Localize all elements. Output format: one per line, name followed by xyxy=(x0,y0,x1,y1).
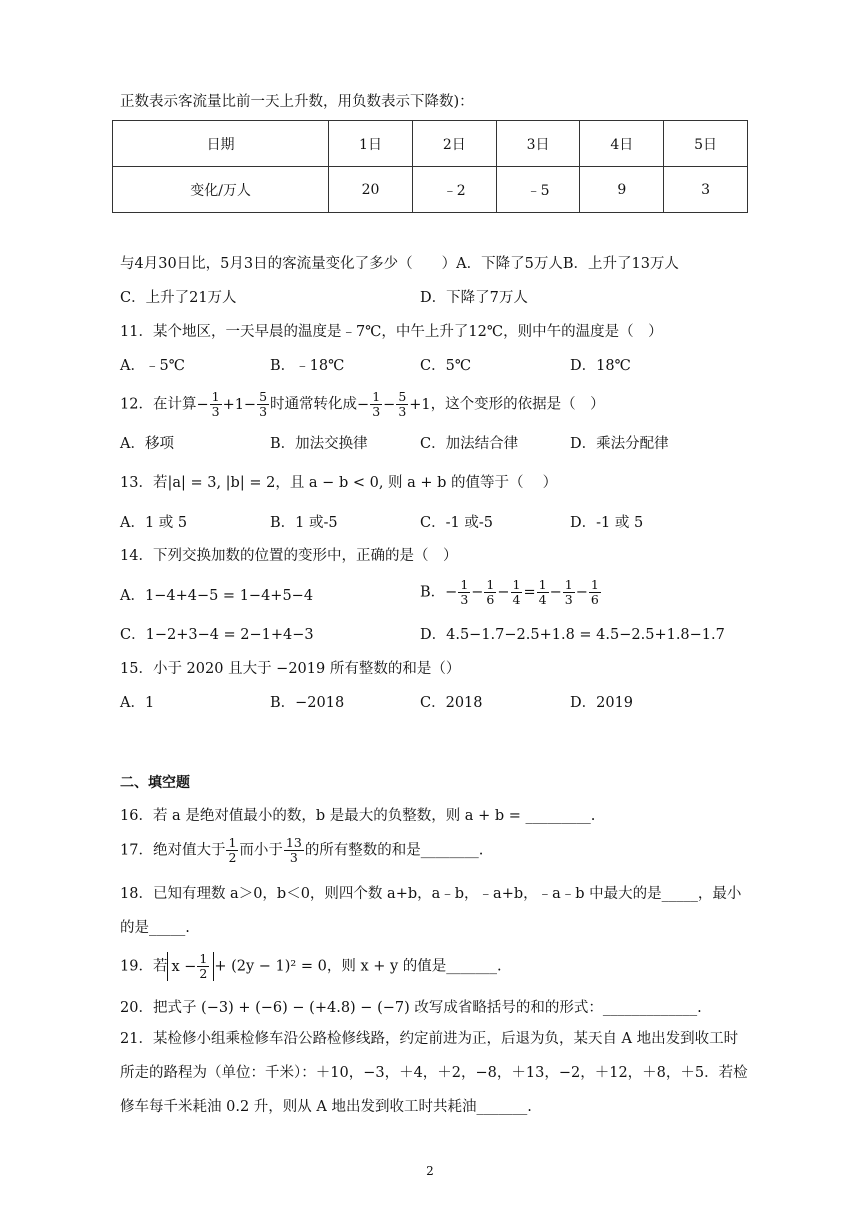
question-16: 16．若 a 是绝对值最小的数，b 是最大的负整数，则 a + b = _________. xyxy=(120,808,596,824)
denominator: 6 xyxy=(590,592,599,607)
numerator: 1 xyxy=(211,389,220,404)
denominator: 4 xyxy=(538,592,547,607)
question-15-stem: 15．小于 2020 且大于 −2019 所有整数的和是（） xyxy=(120,661,461,677)
question-18: 18．已知有理数 a＞0，b＜0，则四个数 a+b，a﹣b，﹣a+b，﹣a﹣b 中最大的是_____，最小的是_____. xyxy=(120,886,742,936)
math-expr: x − xyxy=(171,958,197,975)
option-c: C．加法结合律 xyxy=(420,436,519,452)
absolute-value xyxy=(167,952,214,981)
numerator: 1 xyxy=(460,577,469,592)
option-a: A．1 xyxy=(120,695,155,711)
option-a: A．移项 xyxy=(120,436,174,452)
numerator: 1 xyxy=(228,835,237,850)
option-c: C．5℃ xyxy=(420,358,472,374)
math-op: +1 xyxy=(409,396,431,413)
denominator: 3 xyxy=(460,592,469,607)
option-a: A．1−4+4−5 = 1−4+5−4 xyxy=(120,588,314,604)
table-cell: ﹣5 xyxy=(496,167,580,213)
option-label: B． xyxy=(420,584,446,601)
option-b: B．− $\frac{1}{3}$ − $\frac{1}{6}$ − $\frac{1}{4}$ = $\frac{1}{4}$ − $\frac{1}{3}$ − $\frac{1}{6}$ xyxy=(420,577,599,607)
table-intro: 正数表示客流量比前一天上升数，用负数表示下降数)： xyxy=(120,94,474,110)
fraction xyxy=(210,390,222,419)
fraction xyxy=(484,578,496,607)
fraction xyxy=(226,836,238,865)
option-b: B．1 或-5 xyxy=(270,515,338,531)
q17-post: 的所有整数的和是________. xyxy=(304,842,484,859)
fraction xyxy=(396,390,408,419)
question-19 xyxy=(120,952,502,981)
option-a: A．1 或 5 xyxy=(120,515,188,531)
fraction xyxy=(370,390,382,419)
question-10-stem: 与4月30日比，5月3日的客流量变化了多少（ ）A．下降了5万人B．上升了13万人 xyxy=(120,256,679,272)
math-op: +1− xyxy=(222,396,257,413)
section-heading: 二、填空题 xyxy=(120,775,190,791)
q17-mid: 而小于 xyxy=(239,842,283,859)
fraction xyxy=(563,578,575,607)
table-cell: 20 xyxy=(329,167,413,213)
fraction xyxy=(589,578,601,607)
table-cell: 5日 xyxy=(664,121,748,167)
question-11-stem: 11．某个地区，一天早晨的温度是﹣7℃，中午上升了12℃，则中午的温度是（ ） xyxy=(120,324,663,340)
denominator: 2 xyxy=(228,850,237,865)
fraction xyxy=(197,952,209,981)
table-cell: 9 xyxy=(580,167,664,213)
option-b: B．−2018 xyxy=(270,695,345,711)
numerator: 1 xyxy=(199,951,208,966)
question-14-stem: 14．下列交换加数的位置的变形中，正确的是（ ） xyxy=(120,548,458,564)
option-d: D．-1 或 5 xyxy=(570,515,644,531)
question-20: 20．把式子 (−3) + (−6) − (+4.8) − (−7) 改写成省略括号的和的形式：_____________. xyxy=(120,1000,702,1016)
numerator: 1 xyxy=(564,577,573,592)
fraction xyxy=(257,390,269,419)
numerator: 1 xyxy=(512,577,521,592)
numerator: 13 xyxy=(285,835,302,850)
option-d: D．下降了7万人 xyxy=(420,290,528,306)
table-row xyxy=(113,167,748,213)
expression-1 xyxy=(196,389,270,419)
fraction xyxy=(537,578,549,607)
math-op: − xyxy=(357,396,370,413)
denominator: 3 xyxy=(289,850,298,865)
option-d: D．18℃ xyxy=(570,358,631,374)
option-b: B．﹣18℃ xyxy=(270,358,345,374)
denominator: 3 xyxy=(564,592,573,607)
numerator: 1 xyxy=(486,577,495,592)
table-cell: 3 xyxy=(664,167,748,213)
question-17 xyxy=(120,836,483,865)
denominator: 2 xyxy=(199,966,208,981)
question-13-stem: 13．若|a| = 3, |b| = 2，且 a − b < 0, 则 a + b 的值等于（ ） xyxy=(120,475,558,491)
table-cell: 3日 xyxy=(496,121,580,167)
option-d: D．4.5−1.7−2.5+1.8 = 4.5−2.5+1.8−1.7 xyxy=(420,627,725,643)
option-a: A．﹣5℃ xyxy=(120,358,185,374)
option-d: D．2019 xyxy=(570,695,634,711)
math-op: − xyxy=(196,396,209,413)
table-cell: 变化/万人 xyxy=(113,167,329,213)
q12-post: ，这个变形的依据是（ ） xyxy=(430,396,605,413)
fraction xyxy=(284,836,304,865)
table-cell: 2日 xyxy=(412,121,496,167)
numerator: 5 xyxy=(398,389,407,404)
denominator: 3 xyxy=(259,404,268,419)
expression-2 xyxy=(357,389,431,419)
question-12-stem xyxy=(120,390,605,419)
option-d: D．乘法分配律 xyxy=(570,436,669,452)
numerator: 5 xyxy=(259,389,268,404)
denominator: 3 xyxy=(372,404,381,419)
numerator: 1 xyxy=(538,577,547,592)
q19-pre: 19．若 xyxy=(120,958,168,975)
numerator: 1 xyxy=(372,389,381,404)
page-number: 2 xyxy=(426,1164,434,1178)
option-c: C．2018 xyxy=(420,695,483,711)
fraction xyxy=(458,578,470,607)
q17-pre: 17．绝对值大于 xyxy=(120,842,226,859)
q19-post: + (2y − 1)² = 0，则 x + y 的值是_______. xyxy=(214,958,502,975)
passenger-flow-table xyxy=(112,120,748,213)
table-cell: ﹣2 xyxy=(412,167,496,213)
table-header-row xyxy=(113,121,748,167)
table-cell: 4日 xyxy=(580,121,664,167)
denominator: 3 xyxy=(211,404,220,419)
numerator: 1 xyxy=(590,577,599,592)
option-b: B．加法交换律 xyxy=(270,436,368,452)
denominator: 6 xyxy=(486,592,495,607)
q12-mid: 时通常转化成 xyxy=(270,396,358,413)
denominator: 4 xyxy=(512,592,521,607)
fraction xyxy=(511,578,523,607)
option-c: C．-1 或-5 xyxy=(420,515,493,531)
q12-pre: 12．在计算 xyxy=(120,396,197,413)
denominator: 3 xyxy=(398,404,407,419)
table-cell: 日期 xyxy=(113,121,329,167)
question-21: 21．某检修小组乘检修车沿公路检修线路，约定前进为正，后退为负，某天自 A 地出发到收工时所走的路程为（单位：千米）：＋10，−3，＋4，＋2，−8，＋13，−2，＋12，＋8，＋5．若检修车每千米耗油 0.2 升，则从 A 地出发到收工时共耗油_______. xyxy=(120,1031,748,1115)
option-c: C．1−2+3−4 = 2−1+4−3 xyxy=(120,627,314,643)
math-op: − xyxy=(383,396,396,413)
option-c: C．上升了21万人 xyxy=(120,290,237,306)
table-cell: 1日 xyxy=(329,121,413,167)
